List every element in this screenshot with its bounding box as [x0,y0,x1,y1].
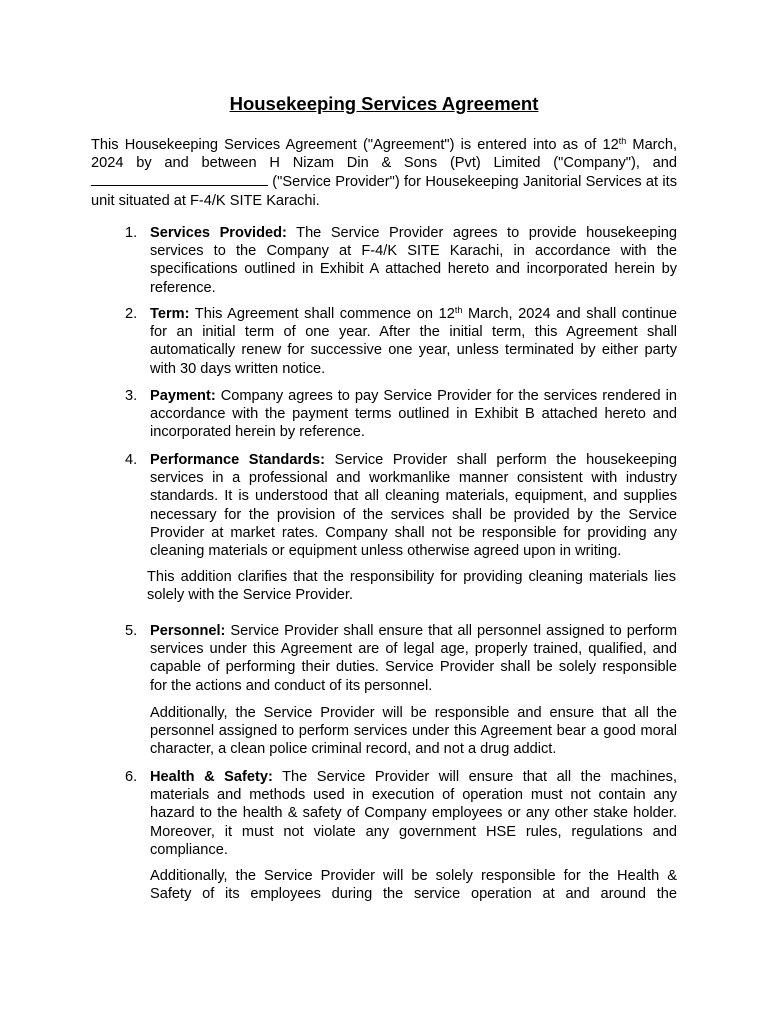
clause-superscript: th [454,305,463,315]
clause-body [150,622,677,695]
clause-body [150,224,677,297]
clause-text: Service Provider shall ensure that all personnel assigned to perform services under this Agreement are of legal age, properly trained, qualified, and capable of performing their duties. Service Provider shall be solely responsible for the actions and conduct of its personnel. [150,623,677,694]
intro-text-1: This Housekeeping Services Agreement ("Agreement") is entered into as of 12 [91,137,619,153]
clause-text-b: March, 2024 and shall continue for an initial term of one year. After the initial term, this Agreement shall automatically renew for successive one year, unless terminated by either party with 30 days written notice. [150,306,677,377]
clause-6-additional: Additionally, the Service Provider will be solely responsible for the Health & Safety of its employees during the service operation at and around the [150,868,677,903]
clause-heading: Services Provided: [150,225,287,241]
clause-number: 6. [125,769,138,785]
clause-body [150,451,677,560]
clause-body [150,305,677,378]
clause-number: 5. [125,623,138,639]
clause-5-additional: Additionally, the Service Provider will be responsible and ensure that all the personnel assigned to perform services under this Agreement bear a good moral character, a clean police criminal record, and not a drug addict. [150,705,677,758]
intro-text-2: March, 2024 by and between H Nizam Din & Sons (Pvt) Limited ("Company"), and [91,137,678,172]
service-provider-blank-line [91,172,268,186]
clause-body [150,387,677,442]
clause-heading: Performance Standards: [150,452,326,468]
clause-number: 2. [125,306,138,322]
clause-number: 3. [125,388,138,404]
intro-paragraph [91,136,677,210]
clause-heading: Payment: [150,388,216,404]
clause-text: The Service Provider agrees to provide housekeeping services to the Company at F-4/K SITE Karachi, in accordance with the specifications outlined in Exhibit A attached hereto and incorporated herein by reference. [150,225,677,296]
clause-text: Company agrees to pay Service Provider for the services rendered in accordance with the payment terms outlined in Exhibit B attached hereto and incorporated herein by reference. [150,388,677,441]
clause-heading: Health & Safety: [150,769,273,785]
clause-text: The Service Provider will ensure that all the machines, materials and methods used in execution of operation must not contain any hazard to the health & safety of Company employees or any other stake holder. Moreover, it must not violate any government HSE rules, regulations and compliance. [150,769,677,858]
clause-heading: Personnel: [150,623,226,639]
clause-text-a: This Agreement shall commence on 12 [189,306,455,322]
clause-number: 1. [125,225,138,241]
clause-body [150,768,677,859]
clause-text: Service Provider shall perform the housekeeping services in a professional and workmanlike manner consistent with industry standards. It is understood that all cleaning materials, equipment, and supplies necessary for the provision of the services shall be provided by the Service Provider at market rates. Company shall not be responsible for providing any cleaning materials or equipment unless otherwise agreed upon in writing. [150,452,677,560]
clause-4-note: This addition clarifies that the responsibility for providing cleaning materials lies solely with the Service Provider. [147,569,676,604]
clause-heading: Term: [150,306,190,322]
intro-text-3: ("Service Provider") for Housekeeping Janitorial Services at its unit situated at F-4/K SITE Karachi. [91,174,677,209]
intro-superscript: th [618,136,627,146]
document-title: Housekeeping Services Agreement [229,93,539,114]
clause-number: 4. [125,452,138,468]
